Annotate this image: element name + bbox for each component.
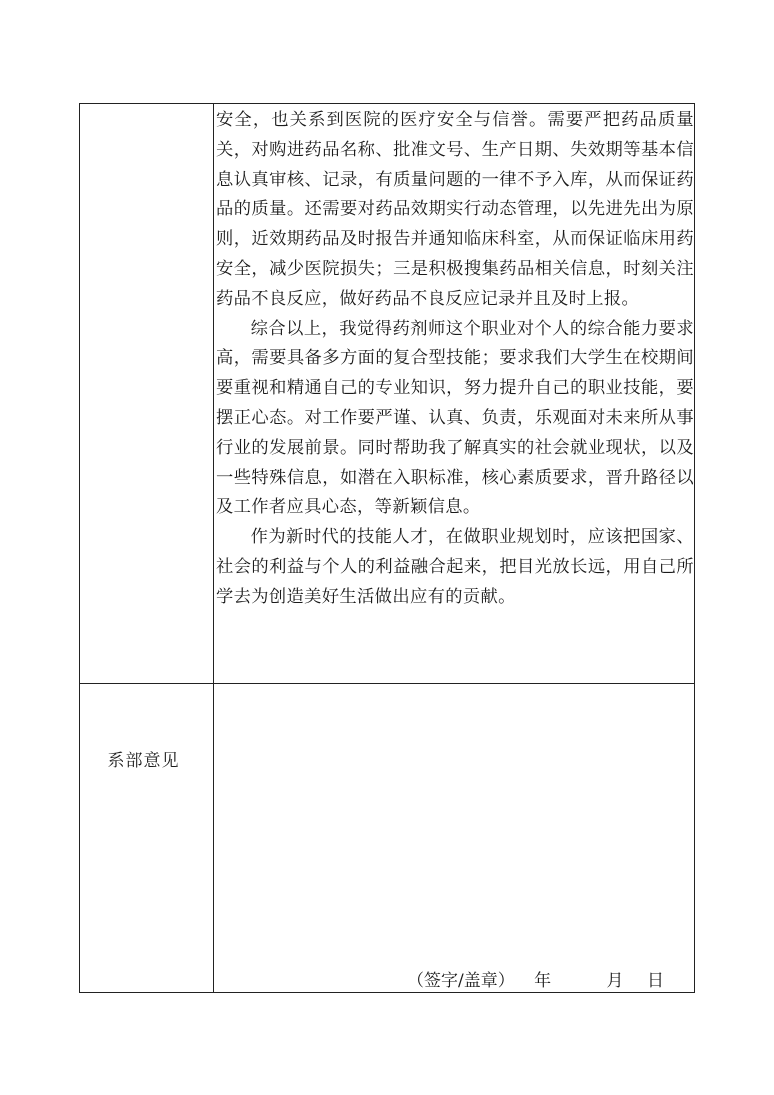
opinion-label: 系部意见 <box>107 751 180 771</box>
form-table <box>79 103 695 993</box>
year-label: 年 <box>534 971 552 991</box>
content-label-cell <box>80 104 214 683</box>
day-label: 日 <box>646 971 664 991</box>
signature-label: （签字/盖章） <box>407 971 515 991</box>
month-label: 月 <box>606 971 624 991</box>
signature-line <box>407 970 664 992</box>
paragraph-3: 作为新时代的技能人才，在做职业规划时，应该把国家、社会的利益与个人的利益融合起来，把目光放长远，用自己所学去为创造美好生活做出应有的贡献。 <box>216 527 694 607</box>
opinion-value-cell <box>214 684 694 992</box>
body-text <box>216 106 694 613</box>
paragraph-1: 安全，也关系到医院的医疗安全与信誉。需要严把药品质量关，对购进药品名称、批准文号、生产日期、失效期等基本信息认真审核、记录，有质量问题的一律不予入库，从而保证药品的质量。还需要对药品效期实行动态管理，以先进先出为原则，近效期药品及时报告并通知临床科室，从而保证临床用药安全，减少医院损失；三是积极搜集药品相关信息，时刻关注药品不良反应，做好药品不良反应记录并且及时上报。 <box>216 110 694 309</box>
paragraph-2: 综合以上，我觉得药剂师这个职业对个人的综合能力要求高，需要具备多方面的复合型技能；要求我们大学生在校期间要重视和精通自己的专业知识，努力提升自己的职业技能，要摆正心态。对工作要严谨、认真、负责，乐观面对未来所从事行业的发展前景。同时帮助我了解真实的社会就业现状，以及一些特殊信息，如潜在入职标准，核心素质要求，晋升路径以及工作者应具心态，等新颖信息。 <box>216 318 694 518</box>
opinion-row <box>80 684 694 992</box>
content-value-cell <box>214 104 694 683</box>
opinion-label-cell <box>80 684 214 992</box>
content-row <box>80 104 694 684</box>
